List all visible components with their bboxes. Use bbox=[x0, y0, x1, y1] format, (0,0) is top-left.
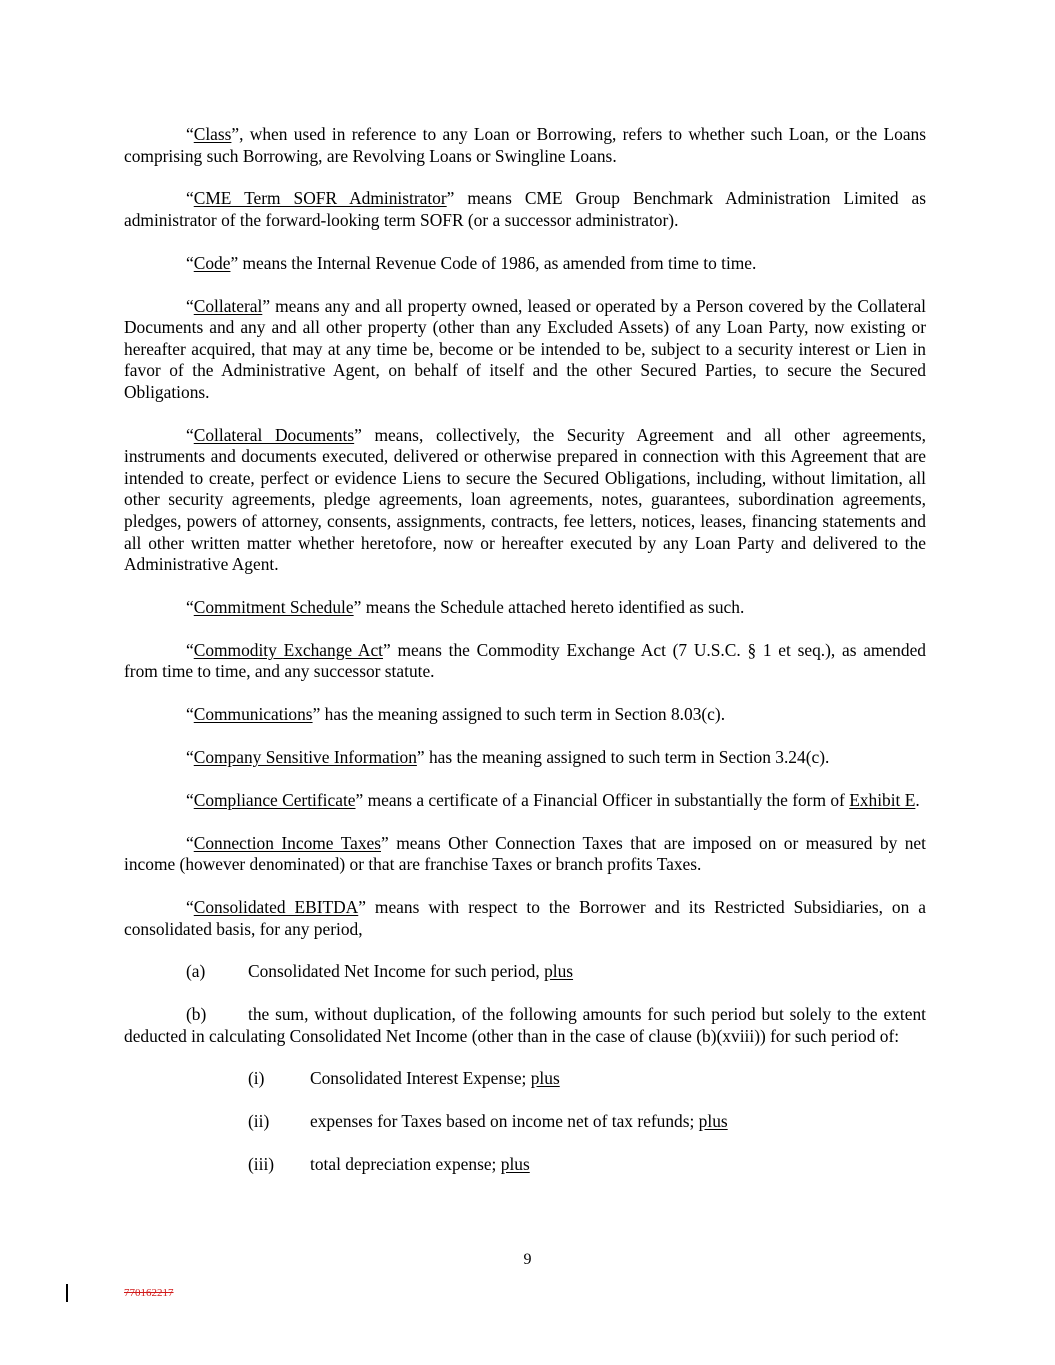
sub-item-label: (iii) bbox=[248, 1154, 275, 1174]
definition-text: , when used in reference to any Loan or Borrowing, refers to whether such Loan, or the Loans comprising such Borrowing, are Revolving Loans or Swingline Loans. bbox=[124, 124, 926, 166]
page-number: 9 bbox=[523, 1251, 532, 1268]
definition-compliance-certificate: “Compliance Certificate” means a certificate of a Financial Officer in substantially the form of Exhibit E. bbox=[186, 789, 920, 810]
clause-label: (b) bbox=[186, 1004, 207, 1025]
clause-text: the sum, without duplication, of the following amounts for such period but solely to the extent deducted in calculating Consolidated Net Income (other than in the case of clause (b)(xviii)) for such period of: bbox=[124, 1004, 926, 1046]
definition-class: “Class”, when used in reference to any Loan or Borrowing, refers to whether such Loan, or the Loans comprising such Borrowing, are Revolving Loans or Swingline Loans. bbox=[124, 124, 926, 166]
revision-change-bar bbox=[66, 1284, 68, 1302]
defined-term: Consolidated EBITDA bbox=[193, 896, 359, 917]
document-id: 770162217 bbox=[124, 1287, 174, 1299]
document-page bbox=[124, 124, 926, 1197]
definition-text: means any and all property owned, leased or operated by a Person covered by the Collateral Documents and any and all other property (other than any Excluded Assets) of any Loan Party, now existing or hereafter acquired, that may at any time be, become or be intended to be, subject to a security interest or Lien in favor of the Administrative Agent, on behalf of itself and the other Secured Parties, to secure the Secured Obligations. bbox=[124, 295, 926, 402]
sub-item-label: (i) bbox=[248, 1068, 265, 1089]
defined-term: Communications bbox=[193, 704, 313, 725]
defined-term: Collateral Documents bbox=[193, 424, 355, 445]
sub-item-label: (ii) bbox=[248, 1111, 270, 1132]
clause-b bbox=[124, 1004, 926, 1047]
sub-item-ii bbox=[248, 1111, 926, 1133]
definition-text: means a certificate of a Financial Officer in substantially the form of bbox=[363, 789, 850, 810]
sub-item-text: total depreciation expense; plus bbox=[310, 1154, 530, 1174]
definition-text: means CME Group Benchmark Administration Limited as administrator of the forward-looking term SOFR (or a successor administrator). bbox=[124, 188, 926, 230]
clause-label: (a) bbox=[186, 961, 206, 982]
definition-connection-income-taxes: “Connection Income Taxes” means Other Connection Taxes that are imposed on or measured by net income (however denominated) or that are franchise Taxes or branch profits Taxes. bbox=[124, 832, 926, 875]
definition-text: means Other Connection Taxes that are imposed on or measured by net income (however denominated) or that are franchise Taxes or branch profits Taxes. bbox=[124, 832, 926, 875]
defined-term: CME Term SOFR Administrator bbox=[193, 188, 447, 209]
defined-term: Compliance Certificate bbox=[193, 789, 356, 810]
definition-commitment-schedule: “Commitment Schedule” means the Schedule attached hereto identified as such. bbox=[186, 597, 745, 618]
definition-text: has the meaning assigned to such term in Section 8.03(c). bbox=[320, 704, 726, 725]
definition-text: means with respect to the Borrower and its Restricted Subsidiaries, on a consolidated basis, for any period, bbox=[124, 896, 926, 939]
defined-term: Code bbox=[193, 252, 231, 273]
defined-term: Company Sensitive Information bbox=[193, 746, 417, 767]
definition-text: means the Internal Revenue Code of 1986, as amended from time to time. bbox=[238, 252, 757, 273]
defined-term: Collateral bbox=[193, 295, 263, 316]
definition-communications: “Communications” has the meaning assigned to such term in Section 8.03(c). bbox=[186, 704, 726, 725]
sub-item-iii bbox=[248, 1154, 926, 1176]
sub-item-connector: plus bbox=[500, 1154, 530, 1174]
exhibit-reference: Exhibit E bbox=[849, 789, 916, 810]
definition-consolidated-ebitda: “Consolidated EBITDA” means with respect to the Borrower and its Restricted Subsidiaries, on a consolidated basis, for any period, bbox=[124, 896, 926, 939]
clause-text: Consolidated Net Income for such period, bbox=[248, 961, 545, 982]
defined-term: Commitment Schedule bbox=[193, 597, 354, 618]
definition-cme-term-sofr-administrator: “CME Term SOFR Administrator” means CME Group Benchmark Administration Limited as administrator of the forward-looking term SOFR (or a successor administrator). bbox=[124, 188, 926, 230]
sub-item-i bbox=[248, 1068, 926, 1090]
definition-text: means, collectively, the Security Agreement and all other agreements, instruments and documents executed, delivered or otherwise prepared in connection with this Agreement that are intended to create, perfect or evidence Liens to secure the Secured Obligations, including, without limitation, all other security agreements, pledge agreements, loan agreements, notes, guarantees, subordination agreements, pledges, powers of attorney, consents, assignments, contracts, fee letters, notices, leases, financing statements and all other written matter whether heretofore, now or hereafter executed by any Loan Party and delivered to the Administrative Agent. bbox=[124, 424, 926, 575]
definition-collateral: “Collateral” means any and all property owned, leased or operated by a Person covered by the Collateral Documents and any and all other property (other than any Excluded Assets) of any Loan Party, now existing or hereafter acquired, that may at any time be, become or be intended to be, subject to a security interest or Lien in favor of the Administrative Agent, on behalf of itself and the other Secured Parties, to secure the Secured Obligations. bbox=[124, 295, 926, 402]
definition-text: means the Schedule attached hereto identified as such. bbox=[361, 597, 745, 618]
sub-item-text: expenses for Taxes based on income net of tax refunds; plus bbox=[310, 1111, 728, 1132]
definition-text: has the meaning assigned to such term in Section 3.24(c). bbox=[424, 746, 830, 767]
definition-collateral-documents: “Collateral Documents” means, collectively, the Security Agreement and all other agreements, instruments and documents executed, delivered or otherwise prepared in connection with this Agreement that are intended to create, perfect or evidence Liens to secure the Secured Obligations, including, without limitation, all other security agreements, pledge agreements, loan agreements, notes, guarantees, subordination agreements, pledges, powers of attorney, consents, assignments, contracts, fee letters, notices, leases, financing statements and all other written matter whether heretofore, now or hereafter executed by any Loan Party and delivered to the Administrative Agent. bbox=[124, 424, 926, 575]
defined-term: Commodity Exchange Act bbox=[193, 639, 384, 660]
defined-term: Connection Income Taxes bbox=[193, 832, 381, 853]
sub-item-connector: plus bbox=[530, 1068, 560, 1089]
definition-code: “Code” means the Internal Revenue Code of 1986, as amended from time to time. bbox=[186, 252, 757, 273]
definition-company-sensitive-information: “Company Sensitive Information” has the meaning assigned to such term in Section 3.24(c). bbox=[186, 746, 830, 767]
clause-connector: plus bbox=[544, 961, 574, 982]
definition-commodity-exchange-act: “Commodity Exchange Act” means the Commodity Exchange Act (7 U.S.C. § 1 et seq.), as amended from time to time, and any successor statute. bbox=[124, 639, 926, 682]
sub-item-connector: plus bbox=[698, 1111, 728, 1132]
clause-a bbox=[124, 961, 926, 983]
sub-item-text: Consolidated Interest Expense; plus bbox=[310, 1068, 560, 1089]
defined-term: Class bbox=[193, 124, 232, 144]
definition-text: means the Commodity Exchange Act (7 U.S.C. § 1 et seq.), as amended from time to time, and any successor statute. bbox=[124, 639, 926, 682]
